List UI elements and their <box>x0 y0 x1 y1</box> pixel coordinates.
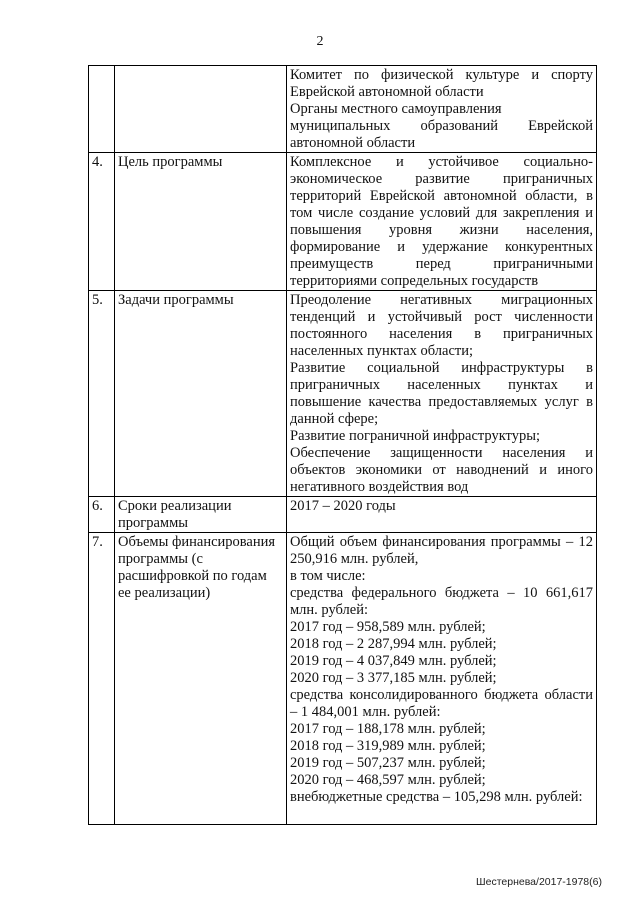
document-code: Шестернева/2017-1978(6) <box>476 876 602 888</box>
value-line: 2020 год – 3 377,185 млн. рублей; <box>290 670 497 686</box>
value-line: Еврейской автономной области <box>290 84 484 100</box>
value-paragraph: в том числе: <box>290 568 366 584</box>
row-value <box>287 533 597 825</box>
row-label: Задачи программы <box>115 291 287 497</box>
value-line: Комитет по физической культуре и спорту <box>290 67 593 83</box>
value-line: автономной области <box>290 135 416 151</box>
value-paragraph: Общий объем финансирования программы – 12 250,916 млн. рублей, <box>290 534 593 567</box>
table-row <box>89 497 597 533</box>
row-number <box>89 66 115 153</box>
row-label: Объемы финансирования программы (с расшифровкой по годам ее реализации) <box>115 533 287 825</box>
table-row <box>89 153 597 291</box>
value-line: 2017 год – 188,178 млн. рублей; <box>290 721 486 737</box>
page-number: 2 <box>316 34 324 49</box>
value-line: 2017 год – 958,589 млн. рублей; <box>290 619 486 635</box>
row-number: 6. <box>89 497 115 533</box>
row-label: Цель программы <box>115 153 287 291</box>
row-label: Сроки реализации программы <box>115 497 287 533</box>
value-paragraph: Развитие пограничной инфраструктуры; <box>290 428 540 444</box>
value-paragraph: средства федерального бюджета – 10 661,617 млн. рублей: <box>290 585 593 618</box>
row-value <box>287 497 597 533</box>
value-line: Органы местного самоуправления <box>290 101 502 117</box>
program-passport-table <box>88 65 597 825</box>
row-value <box>287 66 597 153</box>
value-paragraph: Преодоление негативных миграционных тенденций и устойчивый рост численности постоянного населения в приграничных населенных пунктах области; <box>290 292 593 359</box>
value-paragraph: Обеспечение защищенности населения и объектов экономики от наводнений и иного негативного воздействия вод <box>290 445 593 495</box>
table-row <box>89 66 597 153</box>
value-paragraph: средства консолидированного бюджета области – 1 484,001 млн. рублей: <box>290 687 593 720</box>
row-value <box>287 291 597 497</box>
value-paragraph: внебюджетные средства – 105,298 млн. рублей: <box>290 789 583 805</box>
table-row <box>89 291 597 497</box>
value-line: 2018 год – 319,989 млн. рублей; <box>290 738 486 754</box>
value-line: 2019 год – 507,237 млн. рублей; <box>290 755 486 771</box>
value-line: 2020 год – 468,597 млн. рублей; <box>290 772 486 788</box>
value-line: муниципальных образований Еврейской <box>290 118 593 134</box>
row-number: 7. <box>89 533 115 825</box>
table-row <box>89 533 597 825</box>
row-number: 4. <box>89 153 115 291</box>
row-value <box>287 153 597 291</box>
value-paragraph: Комплексное и устойчивое социально-экономическое развитие приграничных территорий Еврейской автономной области, в том числе создание условий для закрепления и повышения уровня жизни населения, формирование и удержание конкурентных преимуществ перед приграничными территориями сопредельных государств <box>290 154 593 289</box>
value-paragraph: 2017 – 2020 годы <box>290 498 396 514</box>
value-line: 2018 год – 2 287,994 млн. рублей; <box>290 636 497 652</box>
value-line: 2019 год – 4 037,849 млн. рублей; <box>290 653 497 669</box>
value-paragraph: Развитие социальной инфраструктуры в приграничных населенных пунктах и повышение качества предоставляемых услуг в данной сфере; <box>290 360 593 427</box>
row-label <box>115 66 287 153</box>
row-number: 5. <box>89 291 115 497</box>
